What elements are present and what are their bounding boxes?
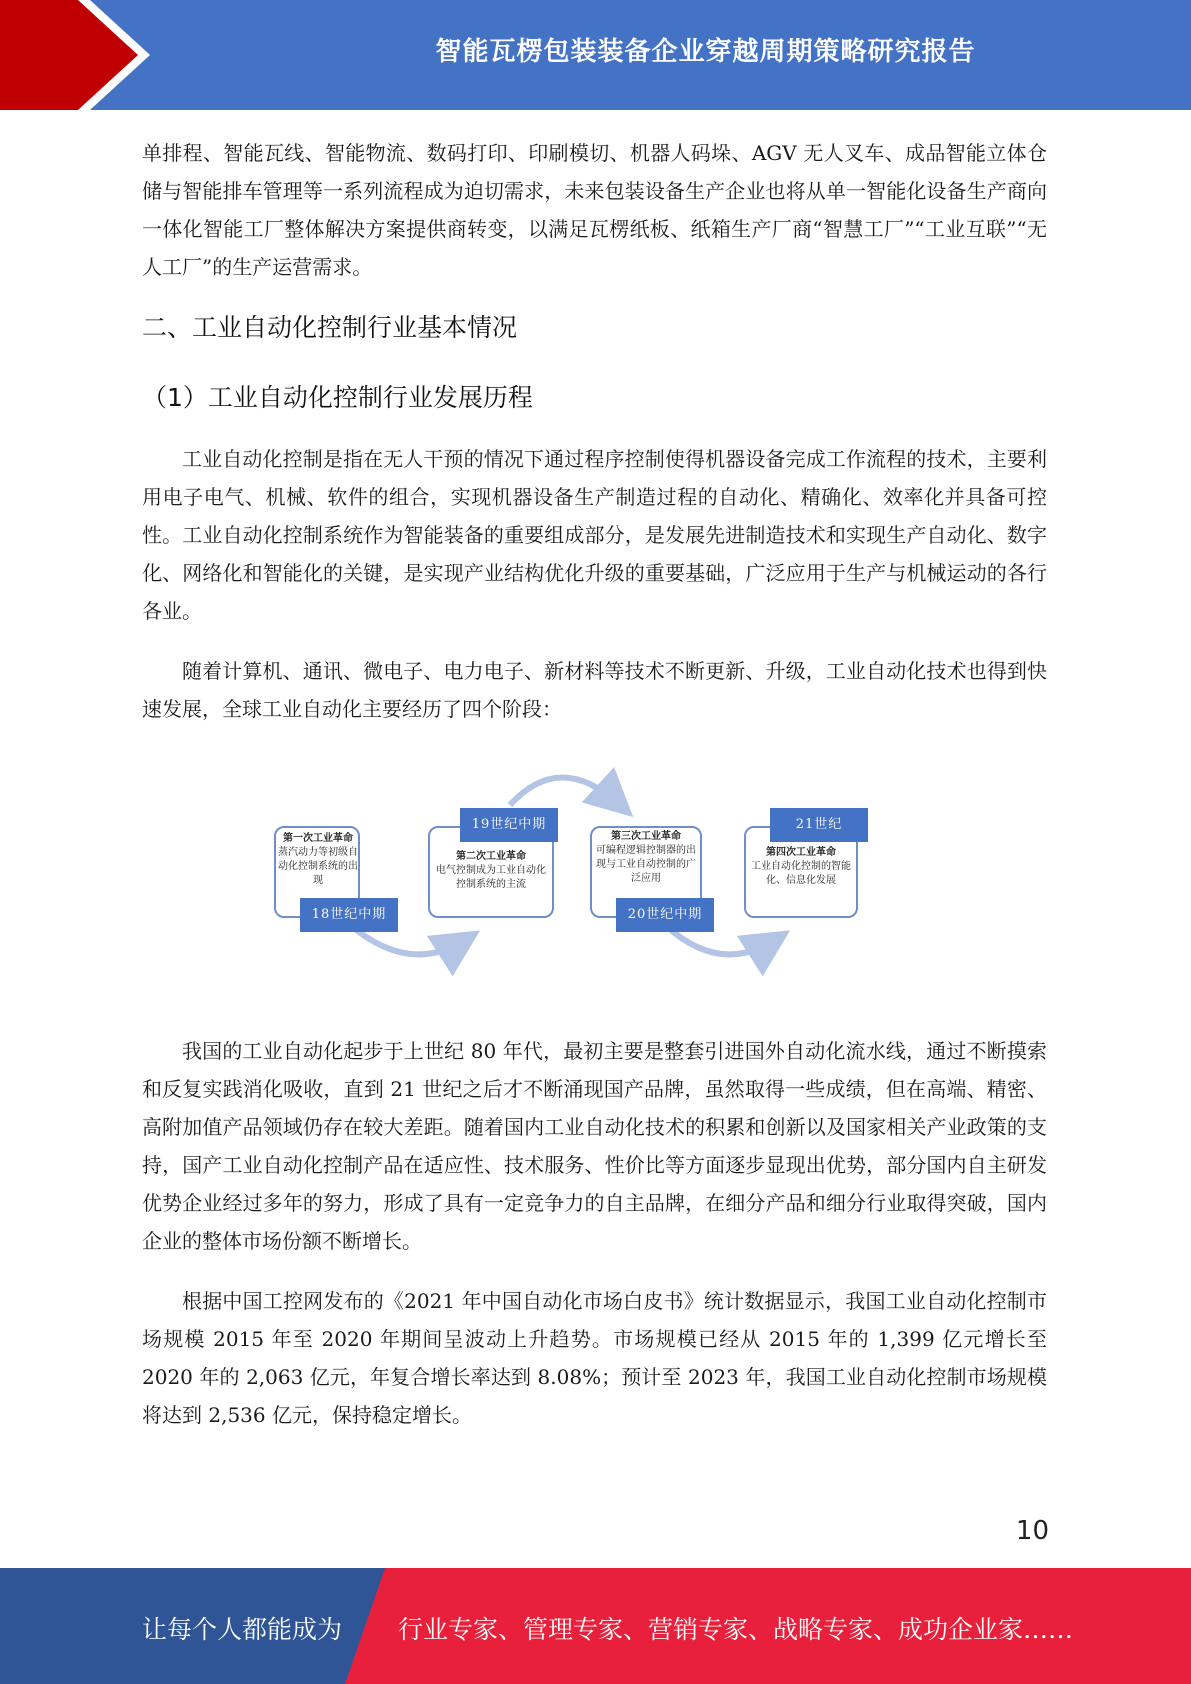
stage-text-2 (434, 850, 548, 892)
paragraph-market-size: 根据中国工控网发布的《2021 年中国自动化市场白皮书》统计数据显示，我国工业自动化控制市场规模 2015 年至 2020 年期间呈波动上升趋势。市场规模已经从 2015 年的 1,399 亿元增长至 2020 年的 2,063 亿元，年复合增长率达到 8.08%；预计至 2023 年，我国工业自动化控制市场规模将达到 2,536 亿元，保持稳定增长。 (142, 1289, 1047, 1427)
page-content-lower (142, 1032, 1047, 1434)
paragraph-china-history: 我国的工业自动化起步于上世纪 80 年代，最初主要是整套引进国外自动化流水线，通过不断摸索和反复实践消化吸收，直到 21 世纪之后才不断涌现国产品牌，虽然取得一些成绩，但在高端、精密、高附加值产品领域仍存在较大差距。随着国内工业自动化技术的积累和创新以及国家相关产业政策的支持，国产工业自动化控制产品在适应性、技术服务、性价比等方面逐步显现出优势，部分国内自主研发优势企业经过多年的努力，形成了具有一定竞争力的自主品牌，在细分产品和细分行业取得突破，国内企业的整体市场份额不断增长。 (142, 1039, 1047, 1253)
stage-desc-1: 蒸汽动力等初级自动化控制系统的出现 (278, 847, 358, 886)
page-number: 10 (1015, 1516, 1049, 1546)
stage-text-1 (278, 832, 358, 888)
stage-desc-2: 电气控制成为工业自动化控制系统的主流 (436, 865, 546, 890)
stage-title-1: 第一次工业革命 (283, 833, 353, 844)
stage-title-2: 第二次工业革命 (456, 851, 526, 862)
arrow-curve-2 (510, 778, 620, 806)
page-header (0, 0, 1191, 110)
footer-slogan-right: 行业专家、管理专家、营销专家、战略专家、成功企业家…… (398, 1615, 1074, 1644)
era-label-2: 19世纪中期 (460, 808, 558, 842)
paragraph-definition: 工业自动化控制是指在无人干预的情况下通过程序控制使得机器设备完成工作流程的技术，主要利用电子电气、机械、软件的组合，实现机器设备生产制造过程的自动化、精确化、效率化并具备可控性。工业自动化控制系统作为智能装备的重要组成部分，是发展先进制造技术和实现生产自动化、数字化、网络化和智能化的关键，是实现产业结构优化升级的重要基础，广泛应用于生产与机械运动的各行各业。 (142, 447, 1047, 623)
footer-slogan-left: 让每个人都能成为 (142, 1615, 343, 1644)
stage-title-4: 第四次工业革命 (766, 847, 836, 858)
era-label-1: 18世纪中期 (300, 898, 398, 932)
paragraph-stages-intro: 随着计算机、通讯、微电子、电力电子、新材料等技术不断更新、升级，工业自动化技术也得到快速发展，全球工业自动化主要经历了四个阶段： (142, 659, 1047, 721)
section-heading: 二、工业自动化控制行业基本情况 (142, 313, 518, 342)
page-content (142, 134, 1047, 728)
subsection-heading: （1）工业自动化控制行业发展历程 (142, 383, 533, 412)
stage-desc-4: 工业自动化控制的智能化、信息化发展 (751, 861, 851, 886)
stage-text-3 (594, 830, 698, 886)
era-label-3: 20世纪中期 (616, 898, 714, 932)
industrial-revolution-diagram (270, 760, 870, 980)
page-footer (0, 1568, 1191, 1684)
stage-text-4 (748, 846, 854, 888)
stage-desc-3: 可编程逻辑控制器的出现与工业自动控制的广泛应用 (596, 845, 696, 884)
era-label-4: 21世纪 (770, 808, 868, 842)
report-title: 智能瓦楞包装装备企业穿越周期策略研究报告 (435, 37, 976, 67)
stage-title-3: 第三次工业革命 (611, 831, 681, 842)
header-arrow-icon (0, 0, 160, 110)
paragraph-intro-continued: 单排程、智能瓦线、智能物流、数码打印、印刷模切、机器人码垛、AGV 无人叉车、成品智能立体仓储与智能排车管理等一系列流程成为迫切需求，未来包装设备生产企业也将从单一智能化设备生产商向一体化智能工厂整体解决方案提供商转变，以满足瓦楞纸板、纸箱生产厂商“智慧工厂”“工业互联”“无人工厂”的生产运营需求。 (142, 141, 1047, 279)
